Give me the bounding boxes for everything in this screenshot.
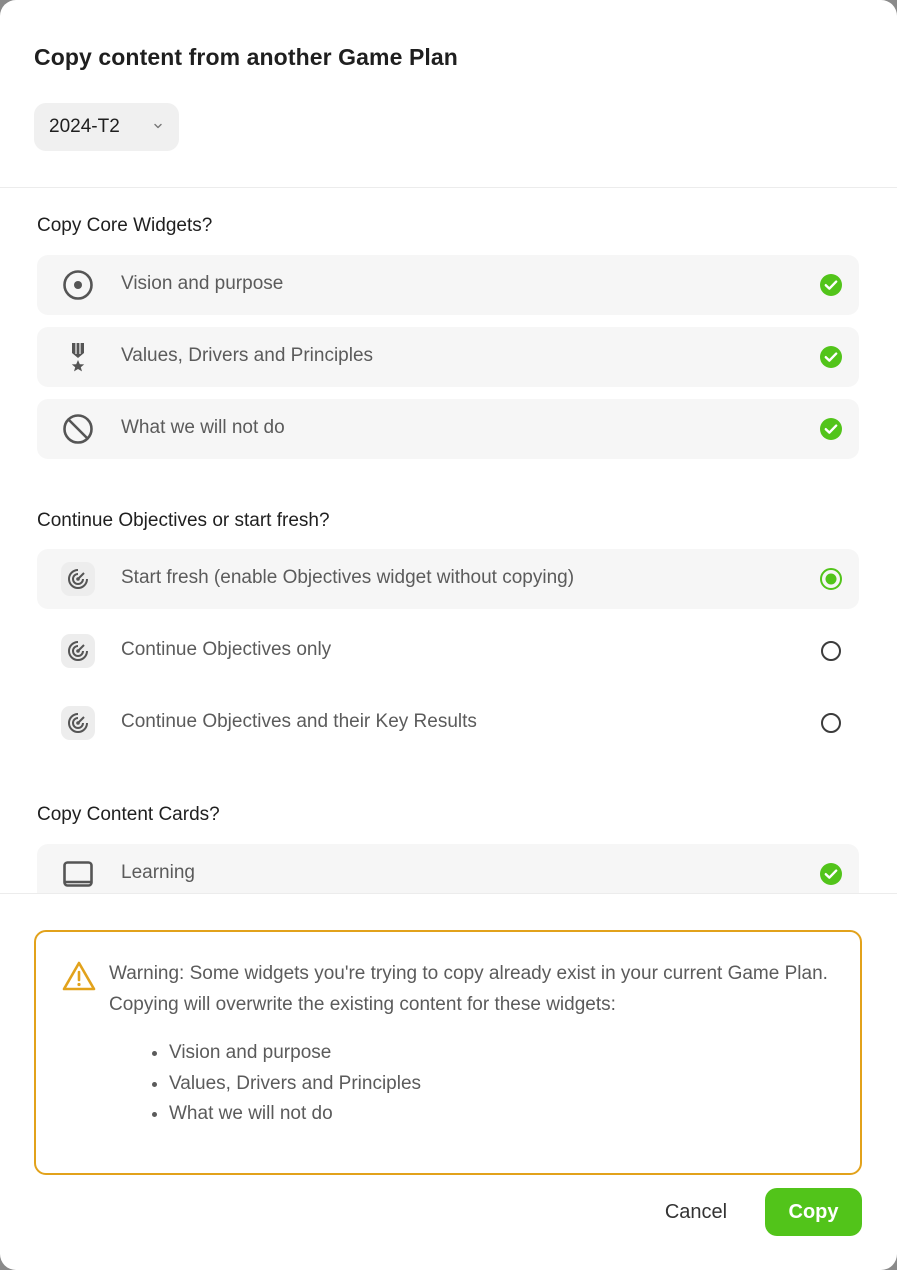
- core-widget-label: Values, Drivers and Principles: [121, 345, 374, 366]
- radar-icon: [61, 634, 95, 668]
- core-widget-values[interactable]: [37, 327, 859, 387]
- footer-divider: [0, 893, 897, 894]
- cancel-button[interactable]: Cancel: [640, 1188, 752, 1236]
- core-widget-vision[interactable]: [37, 255, 859, 315]
- period-select[interactable]: [34, 103, 179, 151]
- objectives-heading: Continue Objectives or start fresh?: [37, 510, 330, 531]
- content-card-label: Learning: [121, 862, 195, 883]
- overwrite-warning: [34, 930, 862, 1175]
- objective-option-label: Continue Objectives and their Key Results: [121, 711, 477, 732]
- copy-button[interactable]: Copy: [765, 1188, 862, 1236]
- objective-icon-wrap: [61, 707, 95, 739]
- objective-option-label: Continue Objectives only: [121, 639, 332, 660]
- core-widget-not-do[interactable]: [37, 399, 859, 459]
- medal-icon: [61, 341, 95, 373]
- check-circle-icon: [819, 862, 843, 886]
- objective-option-start-fresh[interactable]: [37, 549, 859, 609]
- chevron-down-icon: [152, 120, 164, 132]
- warning-widget-item: • Vision and purpose: [169, 1038, 421, 1069]
- objective-icon-wrap: [61, 563, 95, 595]
- card-icon: [61, 858, 95, 890]
- content-cards-heading: Copy Content Cards?: [37, 804, 220, 825]
- warning-icon: [62, 960, 96, 992]
- check-circle-icon: [819, 345, 843, 369]
- core-widgets-heading: Copy Core Widgets?: [37, 215, 213, 236]
- radar-icon: [61, 706, 95, 740]
- radio-unselected-icon[interactable]: [819, 711, 843, 735]
- objective-option-label: Start fresh (enable Objectives widget without copying): [121, 567, 575, 588]
- objective-option-continue[interactable]: [37, 621, 859, 681]
- check-circle-icon: [819, 273, 843, 297]
- core-widget-label: Vision and purpose: [121, 273, 284, 294]
- radar-icon: [61, 562, 95, 596]
- radio-selected-icon[interactable]: [819, 567, 843, 591]
- radio-unselected-icon[interactable]: [819, 639, 843, 663]
- dialog-title: Copy content from another Game Plan: [34, 44, 458, 70]
- core-widget-label: What we will not do: [121, 417, 285, 438]
- warning-widget-list: [149, 1038, 421, 1130]
- options-scroll-area[interactable]: [0, 188, 897, 893]
- target-icon: [61, 269, 95, 301]
- prohibited-icon: [61, 413, 95, 445]
- warning-widget-item: • Values, Drivers and Principles: [169, 1069, 421, 1100]
- objective-icon-wrap: [61, 635, 95, 667]
- warning-message: Warning: Some widgets you're trying to copy already exist in your current Game Plan. Copying will overwrite the existing content for these widgets:: [109, 963, 828, 1015]
- objective-option-continue-krs[interactable]: [37, 693, 859, 753]
- check-circle-icon: [819, 417, 843, 441]
- period-select-value: 2024-T2: [49, 116, 120, 137]
- content-card-learning[interactable]: [37, 844, 859, 893]
- warning-widget-item: • What we will not do: [169, 1099, 421, 1130]
